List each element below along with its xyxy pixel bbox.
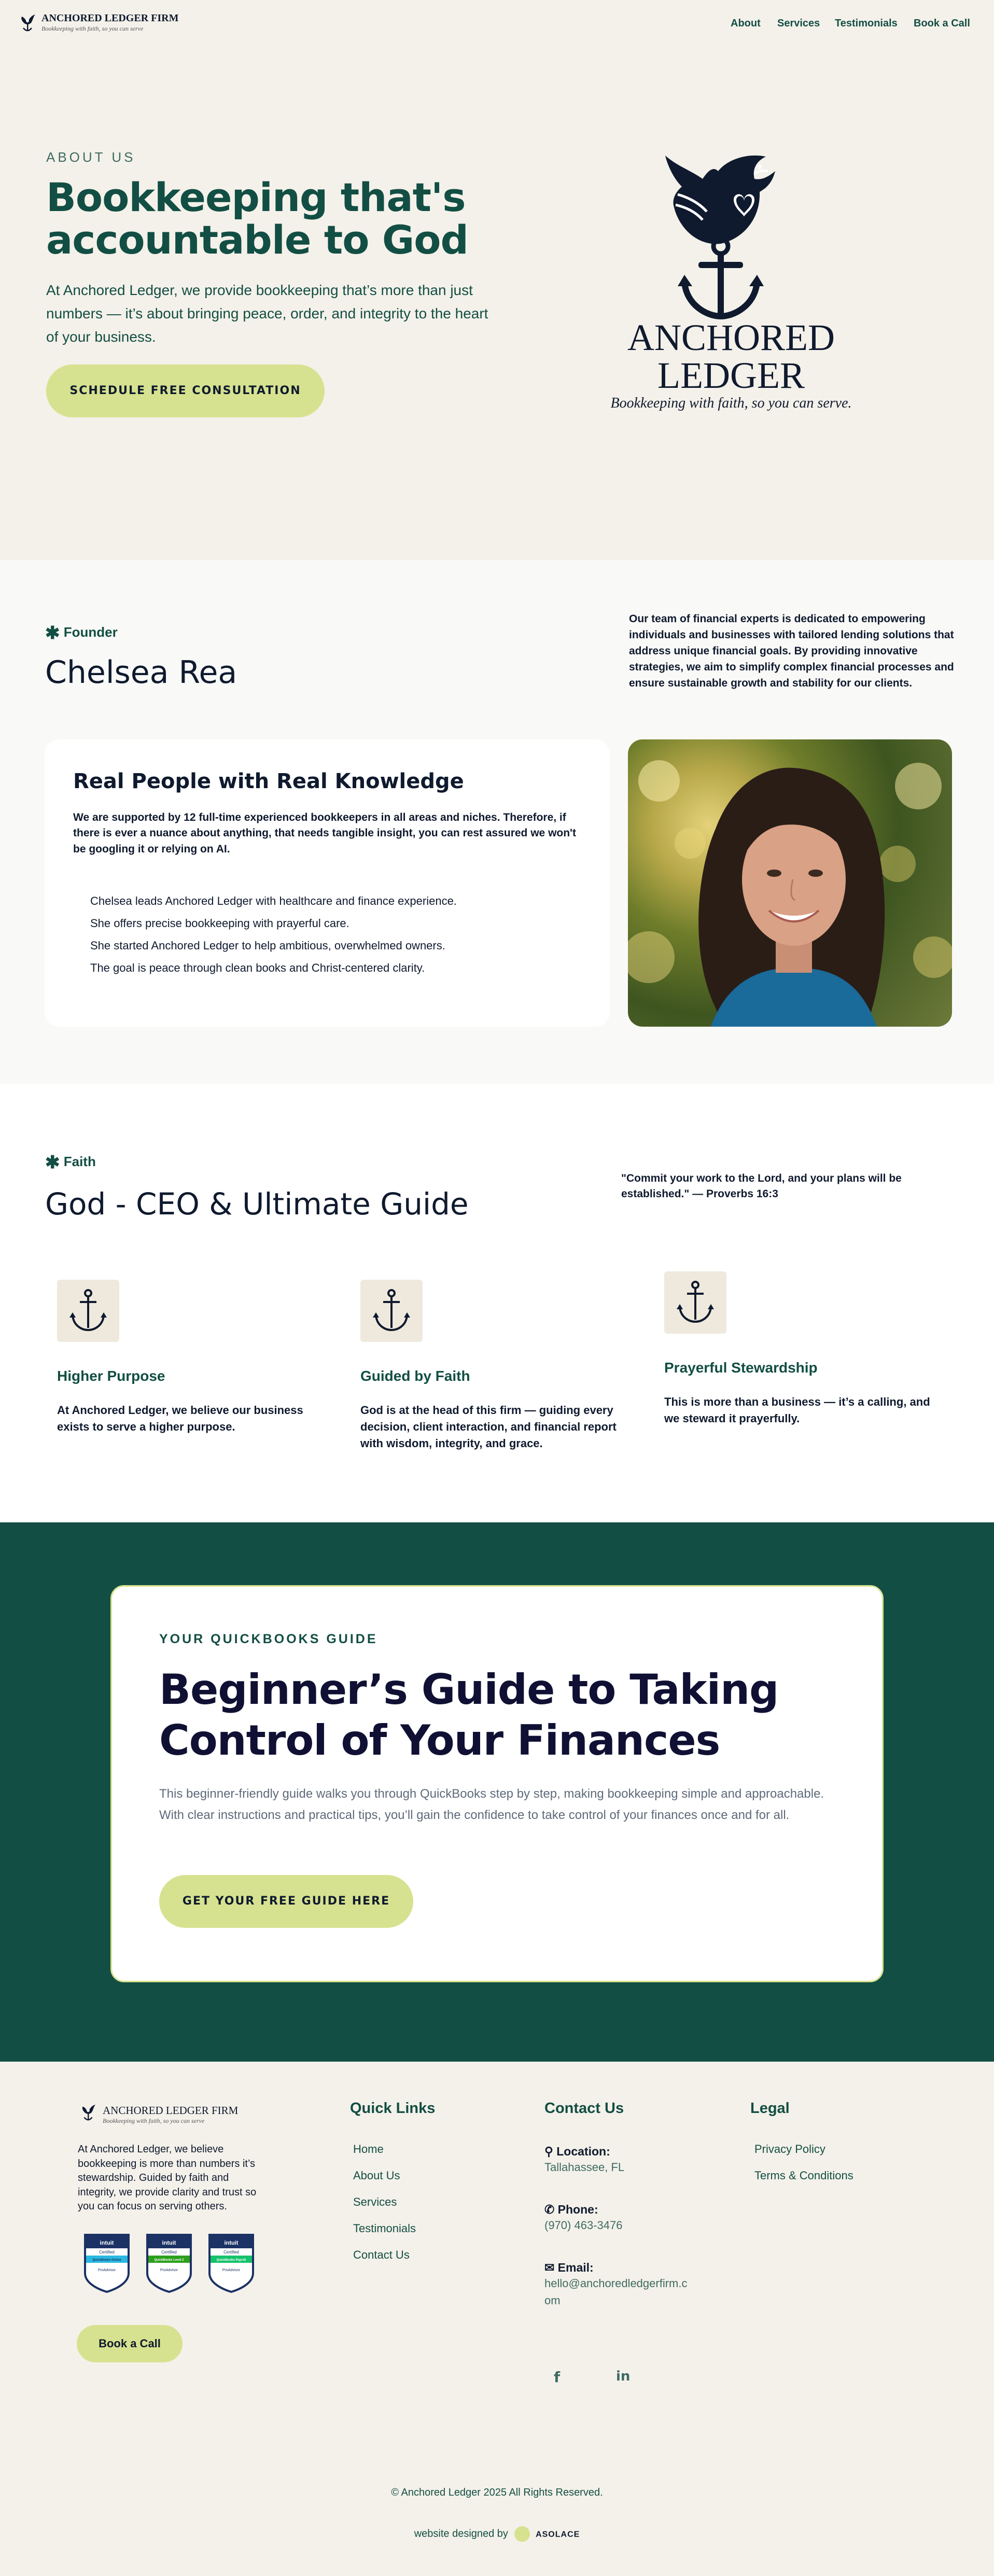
footer-link-about-us[interactable]: About Us <box>353 2169 400 2182</box>
designed-by-text: website designed by <box>414 2528 508 2540</box>
feature-text: God is at the head of this firm — guiding every decision, client interaction, and financial report with wisdom, integrity, and grace. <box>360 1404 617 1450</box>
founder-card-title: Real People with Real Knowledge <box>73 769 464 793</box>
location-pin-icon: ⚲ <box>544 2145 553 2158</box>
founder-intro: Our team of financial experts is dedicated to empowering individuals and businesses with tailored lending solutions that address unique financial goals. By providing innovative strategies, we aim to simplify complex financial processes and ensure sustainable growth and stability for our clients. <box>629 613 954 690</box>
hero-logo-line1: ANCHORED <box>627 317 835 358</box>
contact-location <box>544 2145 710 2176</box>
feature-title: Prayerful Stewardship <box>664 1360 818 1376</box>
founder-card <box>45 739 610 1027</box>
list-item: The goal is peace through clean books and Christ-centered clarity. <box>90 961 425 974</box>
legal-list <box>754 2143 853 2195</box>
hero-description: At Anchored Ledger, we provide bookkeeping that’s more than just numbers — it’s about bringing peace, order, and integrity to the heart of your business. <box>46 282 488 345</box>
contact-title: Contact Us <box>544 2100 624 2117</box>
guide-description: This beginner-friendly guide walks you through QuickBooks step by step, making bookkeeping simple and approachable. With clear instructions and practical tips, you’ll gain the confidence to take control of your finances once and for all. <box>159 1787 824 1822</box>
email-icon: ✉ <box>544 2261 555 2274</box>
asolace-logo-icon <box>514 2526 530 2542</box>
dove-icon <box>18 11 37 34</box>
footer-about: At Anchored Ledger, we believe bookkeeping is more than numbers it’s stewardship. Guided by faith and integrity, we provide clarity and trust so you can focus on serving others. <box>78 2144 257 2213</box>
linkedin-icon[interactable]: in <box>616 2369 631 2384</box>
email-line2: om <box>544 2294 561 2307</box>
guide-section <box>0 1522 994 2062</box>
footer-logo-name: ANCHORED LEDGER FIRM <box>103 2104 239 2117</box>
header-logo-tagline: Bookkeeping with faith, so you can serve <box>41 25 144 32</box>
hero-title-line1: Bookkeeping that's <box>46 174 466 220</box>
dove-icon <box>79 2101 97 2124</box>
footer-link-home[interactable]: Home <box>353 2143 384 2155</box>
guide-eyebrow: YOUR QUICKBOOKS GUIDE <box>159 1632 378 1646</box>
feature-prayerful-stewardship <box>664 1271 955 1427</box>
nav-book-a-call[interactable]: Book a Call <box>914 18 970 29</box>
badge-bottom: ProAdvisor <box>222 2269 241 2272</box>
anchor-icon <box>676 1280 715 1325</box>
quickbooks-badge-icon <box>205 2233 257 2294</box>
anchor-icon-box <box>664 1271 726 1334</box>
email-line1: hello@anchoredledgerfirm.c <box>544 2277 688 2290</box>
founder-portrait-illustration <box>628 739 952 1027</box>
dove-anchor-icon <box>651 150 791 321</box>
badge-mid: Certified <box>223 2250 239 2255</box>
designed-by <box>0 2526 994 2542</box>
guide-card <box>110 1585 884 1982</box>
copyright: © Anchored Ledger 2025 All Rights Reserved. <box>391 2487 603 2498</box>
footer-logo-tagline: Bookkeeping with faith, so you can serve <box>103 2117 205 2124</box>
get-free-guide-button[interactable]: GET YOUR FREE GUIDE HERE <box>159 1875 413 1928</box>
schedule-consultation-button[interactable]: SCHEDULE FREE CONSULTATION <box>46 365 325 417</box>
asterisk-icon: ✱ <box>45 623 60 643</box>
anchor-icon-box <box>57 1280 119 1342</box>
badge-band: QuickBooks Level 2 <box>154 2259 184 2262</box>
list-item: She offers precise bookkeeping with prayerful care. <box>90 917 349 930</box>
anchor-icon <box>68 1289 108 1333</box>
badge-bottom: ProAdvisor <box>160 2269 178 2272</box>
faith-label-text: Faith <box>63 1154 96 1169</box>
founder-name: Chelsea Rea <box>45 654 237 691</box>
quickbooks-badge-icon <box>81 2233 133 2294</box>
hero-title-line2: accountable to God <box>46 217 468 263</box>
faith-quote: "Commit your work to the Lord, and your plans will be established." — Proverbs 16:3 <box>621 1172 902 1200</box>
header-logo[interactable] <box>18 10 189 36</box>
certification-badges <box>81 2233 268 2297</box>
nav-services[interactable]: Services <box>777 18 820 29</box>
quickbooks-badge-icon <box>143 2233 195 2294</box>
location-value: Tallahassee, FL <box>544 2161 625 2174</box>
contact-email <box>544 2261 710 2309</box>
email-value[interactable] <box>544 2275 710 2309</box>
legal-title: Legal <box>750 2100 790 2117</box>
founder-label <box>45 623 118 643</box>
hero-logo-line2: LEDGER <box>657 355 805 396</box>
phone-label: Phone: <box>557 2203 598 2216</box>
feature-text: This is more than a business — it’s a calling, and we steward it prayerfully. <box>664 1395 930 1425</box>
phone-icon: ✆ <box>544 2203 555 2216</box>
phone-value[interactable]: (970) 463-3476 <box>544 2219 623 2232</box>
nav-about[interactable]: About <box>731 18 761 29</box>
badge-bottom: ProAdvisor <box>97 2269 116 2272</box>
feature-text: At Anchored Ledger, we believe our business exists to serve a higher purpose. <box>57 1404 303 1433</box>
faith-title: God - CEO & Ultimate Guide <box>45 1186 469 1222</box>
guide-title <box>159 1664 833 1767</box>
footer-link-services[interactable]: Services <box>353 2195 397 2208</box>
footer-link-privacy-policy[interactable]: Privacy Policy <box>754 2143 825 2155</box>
anchor-icon-box <box>360 1280 423 1342</box>
badge-top: intuit <box>162 2240 176 2246</box>
hero-logo <box>586 150 876 420</box>
list-item: She started Anchored Ledger to help ambitious, overwhelmed owners. <box>90 939 445 952</box>
faith-label <box>45 1152 96 1173</box>
hero-eyebrow: ABOUT US <box>46 149 136 165</box>
list-item: Chelsea leads Anchored Ledger with healthcare and finance experience. <box>90 894 457 907</box>
badge-band: QuickBooks Online <box>92 2259 121 2262</box>
founder-photo <box>628 739 952 1027</box>
footer-link-contact-us[interactable]: Contact Us <box>353 2248 410 2261</box>
hero-logo-tagline: Bookkeeping with faith, so you can serve. <box>610 395 852 411</box>
badge-top: intuit <box>100 2240 114 2246</box>
badge-mid: Certified <box>161 2250 177 2255</box>
feature-title: Guided by Faith <box>360 1368 470 1384</box>
footer <box>0 2062 994 2576</box>
anchor-icon <box>372 1289 411 1333</box>
footer-logo[interactable] <box>79 2101 255 2127</box>
header <box>0 0 994 47</box>
quick-links-list <box>353 2143 416 2275</box>
header-logo-name: ANCHORED LEDGER FIRM <box>41 12 179 24</box>
founder-card-text: We are supported by 12 full-time experienced bookkeepers in all areas and niches. Therefore, if there is ever a nuance about anything, that needs tangible insight, you can rest assured we won't be googling it or relying on AI. <box>73 811 577 855</box>
footer-link-terms-conditions[interactable]: Terms & Conditions <box>754 2169 853 2182</box>
contact-phone <box>544 2203 710 2234</box>
feature-guided-by-faith <box>360 1280 635 1452</box>
feature-higher-purpose <box>57 1280 327 1435</box>
founder-label-text: Founder <box>63 624 118 640</box>
badge-band: QuickBooks Payroll <box>216 2259 246 2262</box>
feature-title: Higher Purpose <box>57 1368 165 1384</box>
guide-title-line2: Control of Your Finances <box>159 1716 720 1765</box>
footer-link-testimonials[interactable]: Testimonials <box>353 2222 416 2235</box>
guide-title-line1: Beginner’s Guide to Taking <box>159 1665 779 1714</box>
footer-book-call-button[interactable]: Book a Call <box>77 2325 183 2362</box>
quick-links-title: Quick Links <box>350 2100 436 2117</box>
hero-title <box>46 176 513 261</box>
nav-testimonials[interactable]: Testimonials <box>835 18 898 29</box>
badge-top: intuit <box>224 2240 239 2246</box>
asterisk-icon: ✱ <box>45 1153 60 1172</box>
designer-name[interactable]: ASOLACE <box>536 2530 580 2539</box>
facebook-icon[interactable]: f <box>554 2369 561 2386</box>
badge-mid: Certified <box>99 2250 115 2255</box>
location-label: Location: <box>556 2145 610 2158</box>
founder-points <box>90 890 588 979</box>
email-label: Email: <box>557 2261 594 2274</box>
